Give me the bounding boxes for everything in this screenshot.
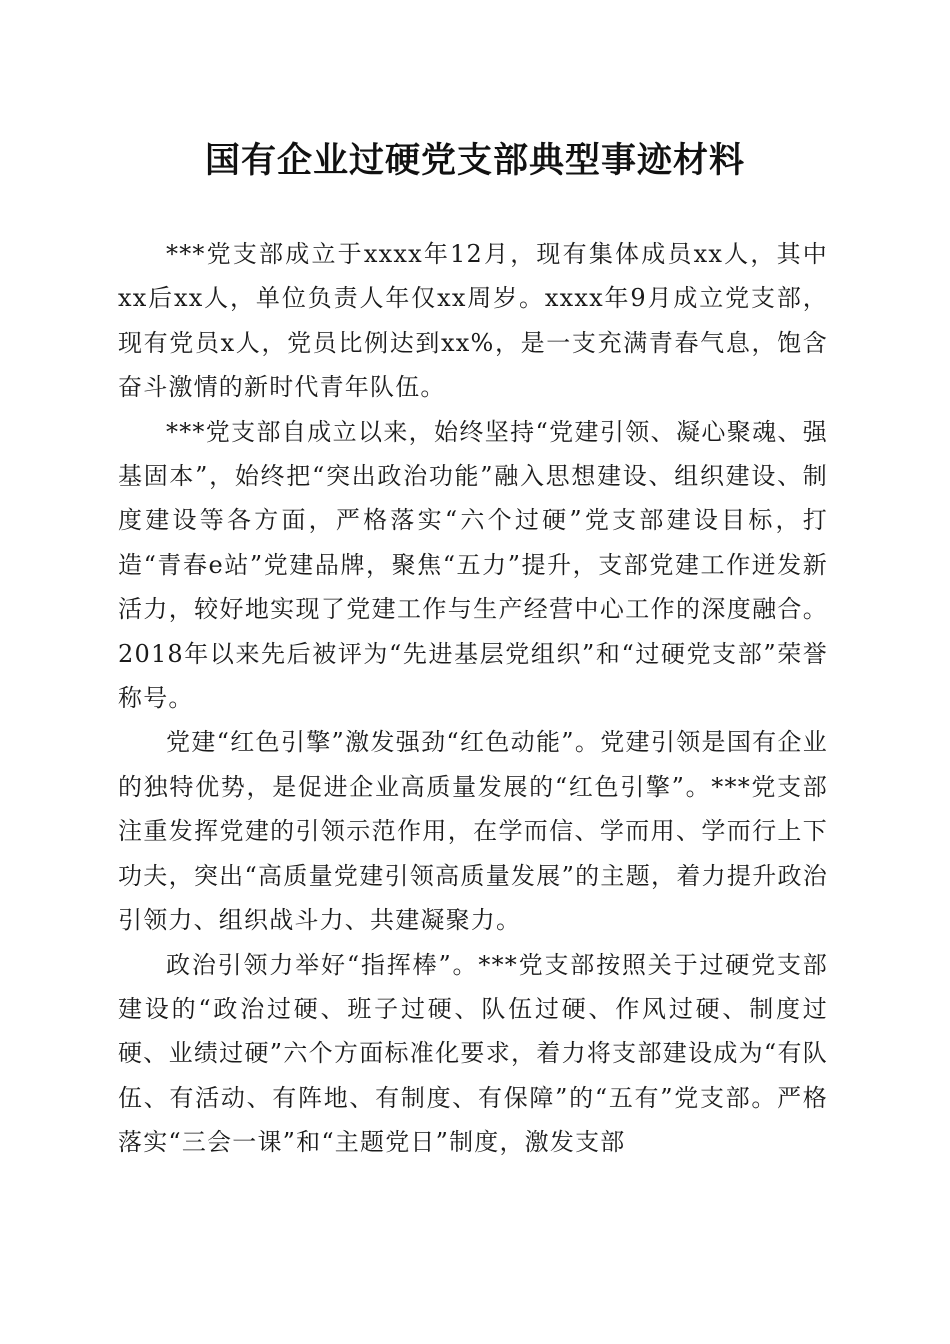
document-body — [118, 232, 828, 1165]
document-title: 国有企业过硬党支部典型事迹材料 — [204, 140, 745, 181]
paragraph-political-leadership: 政治引领力举好“指挥棒”。***党支部按照关于过硬党支部建设的“政治过硬、班子过硬、队伍过硬、作风过硬、制度过硬、业绩过硬”六个方面标准化要求，着力将支部建设成为“有队伍、有活动、有阵地、有制度、有保障”的“五有”党支部。严格落实“三会一课”和“主题党日”制度，激发支部 — [118, 950, 828, 1157]
paragraph-intro: ***党支部成立于xxxx年12月，现有集体成员xx人，其中xx后xx人，单位负责人年仅xx周岁。xxxx年9月成立党支部，现有党员x人，党员比例达到xx%，是一支充满青春气息，饱含奋斗激情的新时代青年队伍。 — [118, 240, 828, 402]
paragraph-overview: ***党支部自成立以来，始终坚持“党建引领、凝心聚魂、强基固本”，始终把“突出政治功能”融入思想建设、组织建设、制度建设等各方面，严格落实“六个过硬”党支部建设目标，打造“青春e站”党建品牌，聚焦“五力”提升，支部党建工作迸发新活力，较好地实现了党建工作与生产经营中心工作的深度融合。2018年以来先后被评为“先进基层党组织”和“过硬党支部”荣誉称号。 — [118, 417, 828, 713]
paragraph-red-engine: 党建“红色引擎”激发强劲“红色动能”。党建引领是国有企业的独特优势，是促进企业高质量发展的“红色引擎”。***党支部注重发挥党建的引领示范作用，在学而信、学而用、学而行上下功夫，突出“高质量党建引领高质量发展”的主题，着力提升政治引领力、组织战斗力、共建凝聚力。 — [118, 728, 828, 935]
